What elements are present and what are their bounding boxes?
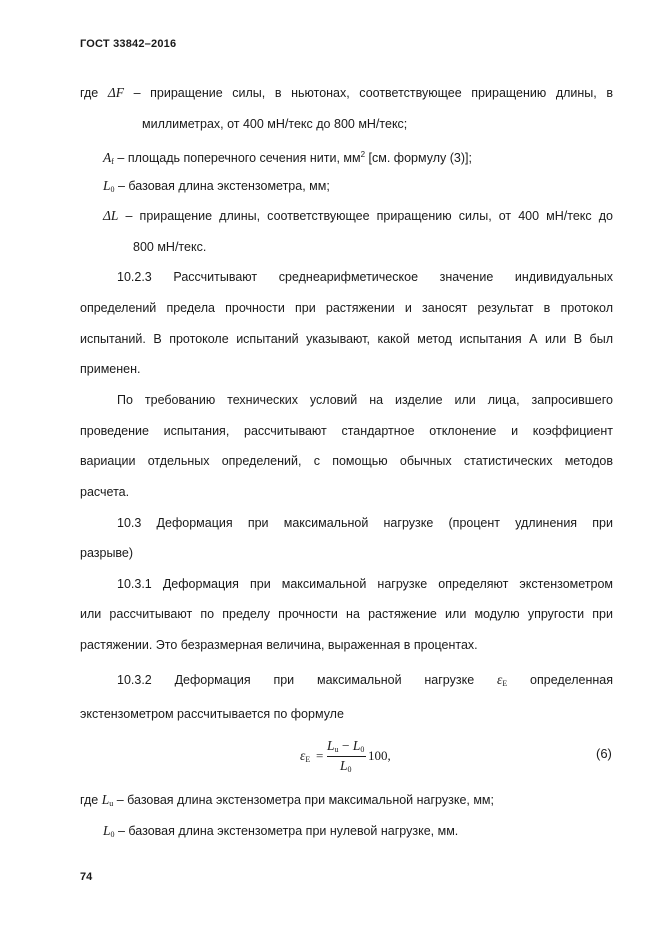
para-10-3-2-line-1: 10.3.2 Деформация при максимальной нагрузке $\varepsilon_E$ определенная <box>117 672 613 688</box>
symbol-l0: $L_0$ <box>103 178 115 194</box>
para-requirements-line-4: расчета. <box>80 485 130 499</box>
definition-l0-zero-load: $L_0$ – базовая длина экстензометра при нулевой нагрузке, мм. <box>103 823 459 839</box>
definition-delta-f: где ΔF – приращение силы, в ньютонах, соответствующее приращению длины, в <box>80 85 614 100</box>
para-requirements-line-2: проведение испытания, рассчитывают стандартное отклонение и коэффициент <box>80 424 613 438</box>
para-requirements-line-3: вариации отдельных определений, с помощью обычных статистических методов <box>80 454 613 468</box>
para-10-3-1-line-3: растяжении. Это безразмерная величина, выраженная в процентах. <box>80 638 478 652</box>
para-10-3-1-line-1: 10.3.1 Деформация при максимальной нагрузке определяют экстензометром <box>117 577 613 591</box>
formula-factor: 100, <box>368 748 391 763</box>
section-10-3-heading-line-1: 10.3 Деформация при максимальной нагрузке (процент удлинения при <box>117 516 613 530</box>
page-number: 74 <box>80 871 93 883</box>
para-10-2-3-line-2: определений предела прочности при растяжении и заносят результат в протокол <box>80 301 613 315</box>
symbol-epsilon-e: $\varepsilon_E$ <box>496 672 508 688</box>
formula-number: (6) <box>596 746 612 761</box>
para-10-2-3-line-3: испытаний. В протоколе испытаний указывают, какой метод испытания А или В был <box>80 332 613 346</box>
symbol-delta-f: ΔF <box>107 85 125 100</box>
para-requirements-line-1: По требованию технических условий на изделие или лица, запросившего <box>117 393 613 407</box>
symbol-l0-zero: $L_0$ <box>103 823 115 839</box>
symbol-lu: $L_u$ <box>101 792 114 808</box>
definition-delta-l: ΔL – приращение длины, соответствующее приращению силы, от 400 мН/текс до <box>103 208 613 223</box>
definition-delta-l-continuation: 800 мН/текс. <box>133 240 207 254</box>
formula-6 <box>300 738 410 778</box>
definition-af: $A_f$ – площадь поперечного сечения нити, $мм^2$ [см. формулу (3)]; <box>103 150 472 166</box>
definition-delta-f-continuation: миллиметрах, от 400 мН/текс до 800 мН/текс; <box>142 117 408 131</box>
symbol-delta-l: ΔL <box>103 208 119 223</box>
para-10-3-1-line-2: или рассчитывают по пределу прочности на растяжение или модулю упругости при <box>80 607 613 621</box>
definition-l0: $L_0$ – базовая длина экстензометра, мм; <box>103 178 330 194</box>
formula-denominator: $L_0$ <box>340 758 352 774</box>
formula-fraction-bar <box>327 756 366 757</box>
formula-equals: = <box>316 748 324 763</box>
definition-lu: где $L_u$ – базовая длина экстензометра при максимальной нагрузке, мм; <box>80 792 495 808</box>
para-10-2-3-line-1: 10.2.3 Рассчитывают среднеарифметическое значение индивидуальных <box>117 270 613 284</box>
para-10-2-3-line-4: применен. <box>80 362 141 376</box>
para-10-3-2-line-2: экстензометром рассчитывается по формуле <box>80 707 344 721</box>
document-header: ГОСТ 33842–2016 <box>80 38 177 50</box>
section-10-3-heading-line-2: разрыве) <box>80 546 134 560</box>
formula-lhs: $\varepsilon_E$ <box>300 748 311 764</box>
symbol-af: $A_f$ <box>103 150 114 166</box>
formula-numerator: $L_u - L_0$ <box>327 738 365 754</box>
